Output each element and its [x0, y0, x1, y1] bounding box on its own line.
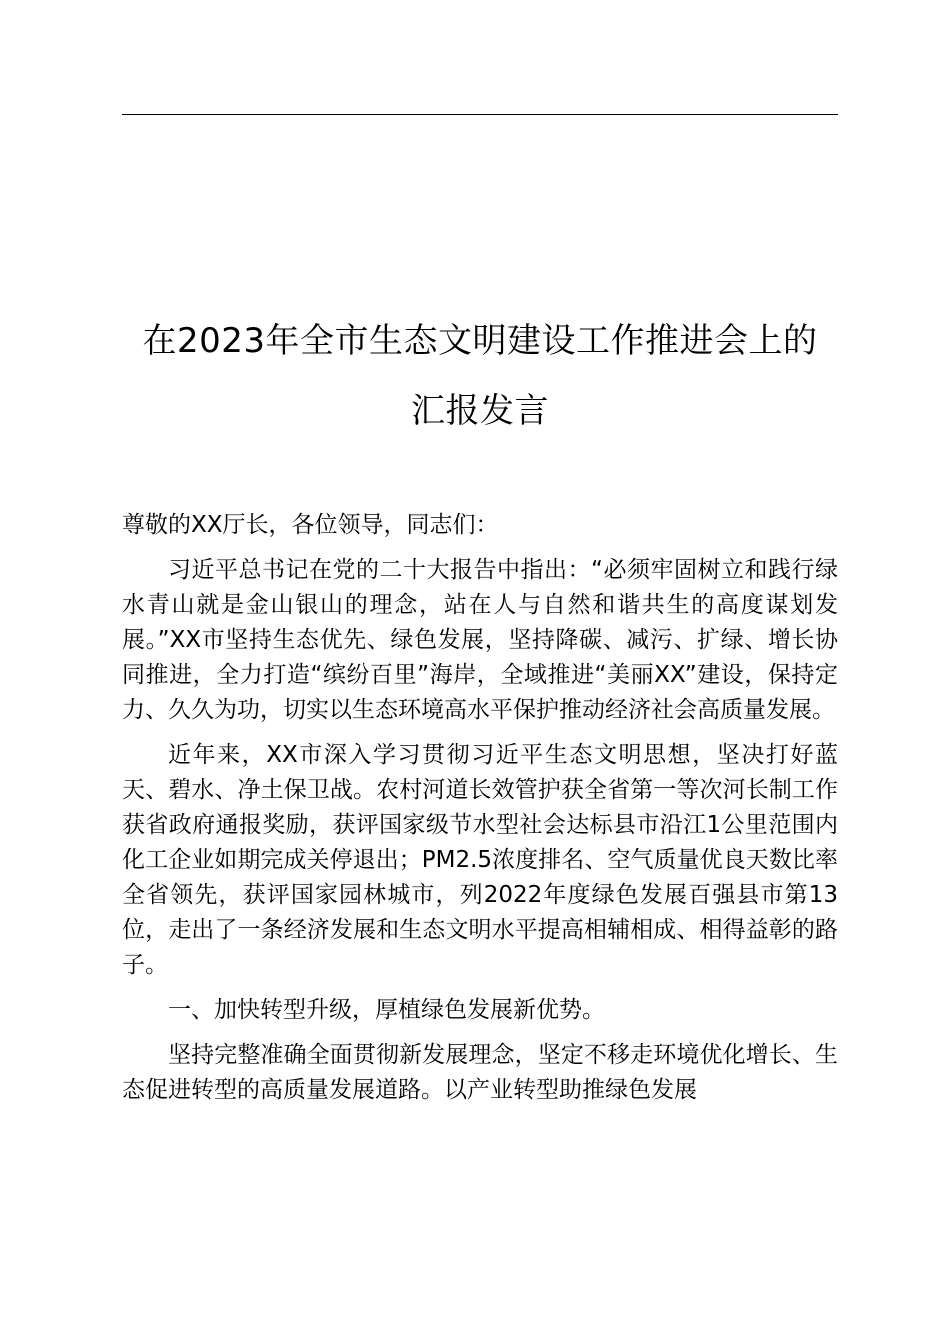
salutation: 尊敬的XX厅长，各位领导，同志们：	[122, 512, 499, 538]
paragraph-intro: 习近平总书记在党的二十大报告中指出：“必须牢固树立和践行绿水青山就是金山银山的理念，站在人与自然和谐共生的高度谋划发展。”XX市坚持生态优先、绿色发展，坚持降碳、减污、扩绿、增长协同推进，全力打造“缤纷百里”海岸，全域推进“美丽XX”建设，保持定力、久久为功，切实以生态环境高水平保护推动经济社会高质量发展。	[122, 557, 838, 723]
paragraph-achievements: 近年来，XX市深入学习贯彻习近平生态文明思想，坚决打好蓝天、碧水、净土保卫战。农村河道长效管护获全省第一等次河长制工作获省政府通报奖励，获评国家级节水型社会达标县市沿江1公里范围内化工企业如期完成关停退出；PM2.5浓度排名、空气质量优良天数比率全省领先，获评国家园林城市，列2022年度绿色发展百强县市第13位，走出了一条经济发展和生态文明水平提高相辅相成、相得益彰的路子。	[122, 742, 838, 978]
header-rule	[122, 114, 838, 115]
document-title	[100, 306, 860, 446]
section-heading-1: 一、加快转型升级，厚植绿色发展新优势。	[168, 997, 605, 1023]
document-body	[122, 508, 838, 1118]
title-line-2: 汇报发言	[411, 391, 549, 431]
paragraph-section-1: 坚持完整准确全面贯彻新发展理念，坚定不移走环境优化增长、生态促进转型的高质量发展道路。以产业转型助推绿色发展	[122, 1042, 838, 1103]
title-line-1: 在2023年全市生态文明建设工作推进会上的	[142, 321, 818, 361]
